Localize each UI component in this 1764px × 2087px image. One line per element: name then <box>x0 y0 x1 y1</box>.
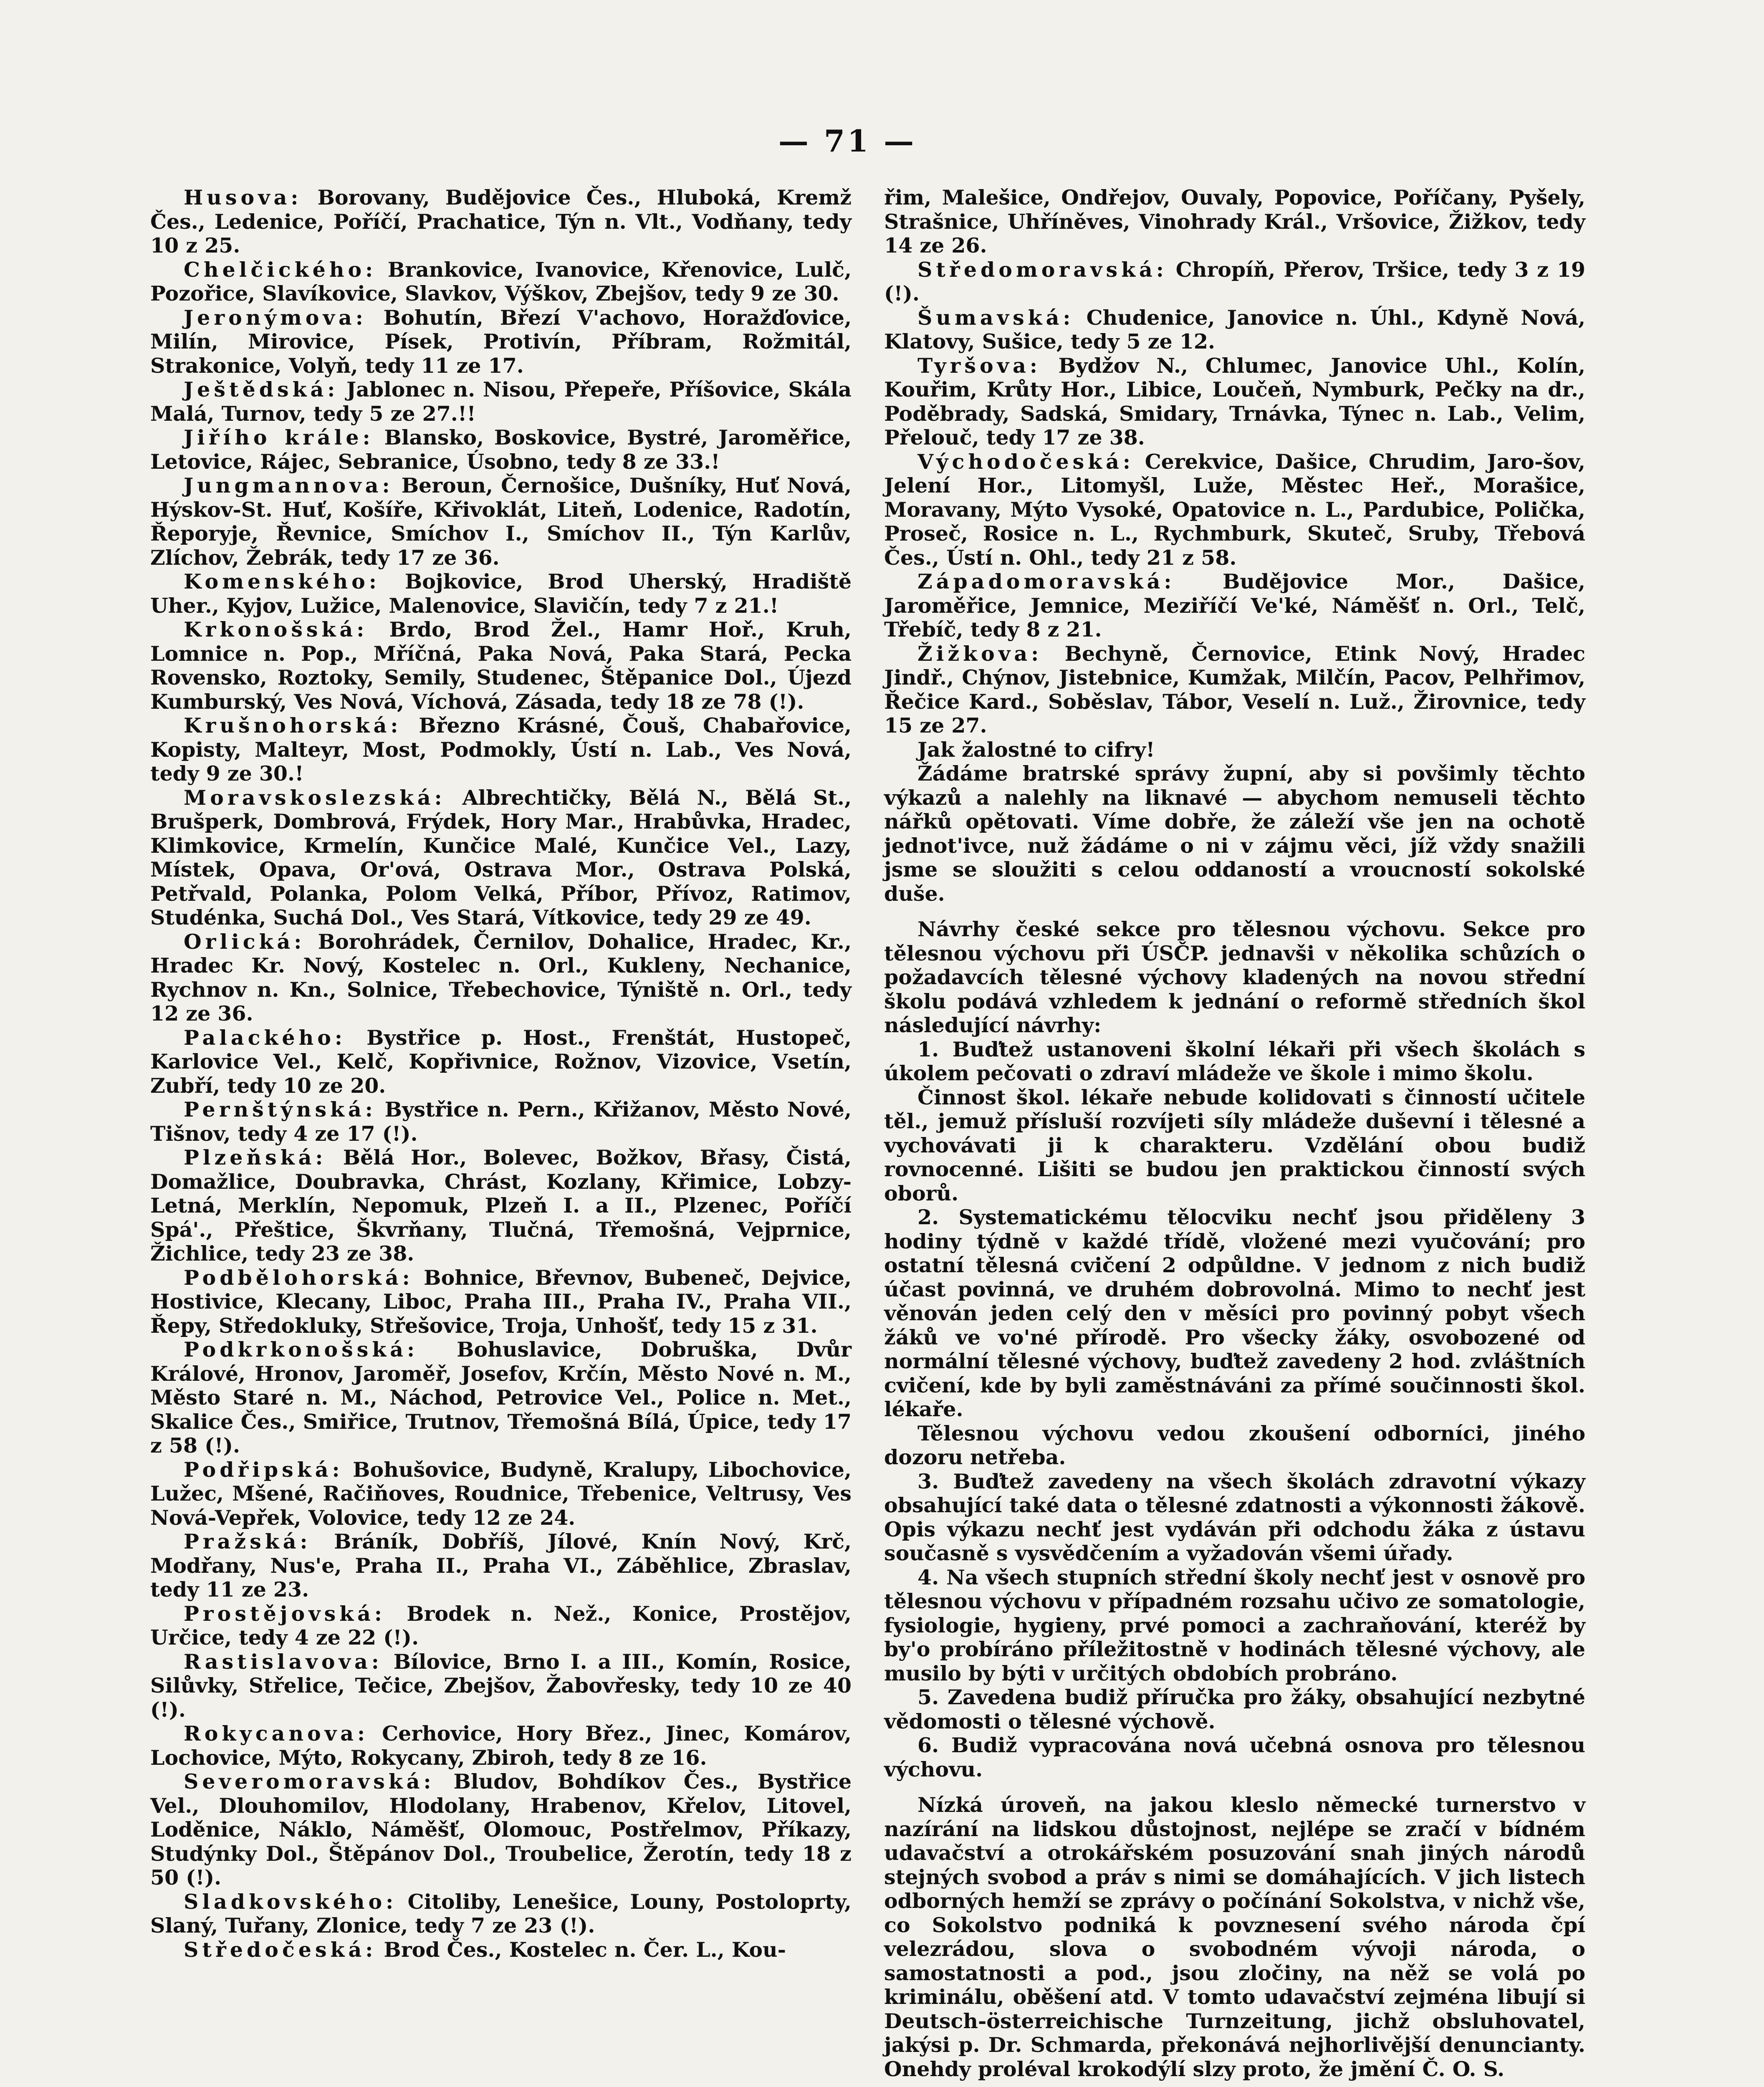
region-name: Krkonošská: <box>184 617 368 642</box>
region-entry <box>150 1338 852 1458</box>
region-name: Podbělohorská: <box>184 1265 414 1290</box>
region-name: Prostějovská: <box>184 1601 386 1626</box>
region-text: Brankovice, Ivanovice, Křenovice, Lulč, Pozořice, Slavíkovice, Slavkov, Výškov, Zbejšov, tedy 9 ze 30. <box>150 257 852 306</box>
region-entry <box>150 1026 852 1098</box>
proposal-item: 5. Zavedena budiž příručka pro žáky, obsahující nezbytné vědomosti o tělesné výchově. <box>884 1685 1585 1733</box>
region-name: Palackého: <box>184 1025 346 1050</box>
right-column <box>884 186 1585 2081</box>
region-entry <box>150 1890 852 1938</box>
region-text: Bystřice n. Pern., Křižanov, Město Nové, Tišnov, tedy 4 ze 17 (!). <box>150 1097 852 1146</box>
final-heading: Nízká úroveň, <box>917 1793 1087 1817</box>
region-entry <box>150 258 852 306</box>
region-text: Citoliby, Lenešice, Louny, Postoloprty, Slaný, Tuřany, Zlonice, tedy 7 ze 23 (!). <box>150 1889 852 1938</box>
region-text: Borohrádek, Černilov, Dohalice, Hradec, Kr., Hradec Kr. Nový, Kostelec n. Orl., Kukleny, Nechanice, Rychnov n. Kn., Solnice, Třebechovice, Týniště n. Orl., tedy 12 ze 36. <box>150 929 852 1026</box>
region-entry <box>150 714 852 786</box>
proposal-item: 4. Na všech stupních střední školy nechť jest v osnově pro tělesnou výchovu v případném rozsahu učivo ze somatologie, fysiologie, hygieny, prvé pomoci a zachraňování, kteréž by by'o probíráno příležitostně v hodinách tělesné výchovy, ale musilo by býti v určitých obdobích probráno. <box>884 1565 1585 1685</box>
region-name: Orlická: <box>184 929 306 954</box>
region-entry <box>150 306 852 378</box>
proposal-list <box>884 1038 1585 1782</box>
region-name: Středomoravská: <box>917 257 1168 282</box>
region-name: Ještědská: <box>184 377 339 402</box>
region-text: Brdo, Brod Žel., Hamr Hoř., Kruh, Lomnice n. Pop., Mříčná, Paka Nová, Paka Stará, Pecka Rovensko, Roztoky, Semily, Studenec, Štěpanice Dol., Újezd Kumburský, Ves Nová, Víchová, Zásada, tedy 18 ze 78 (!). <box>150 617 852 714</box>
left-column <box>150 186 852 1962</box>
page-number: — 71 — <box>778 123 917 159</box>
region-name: Jiřího krále: <box>184 425 374 450</box>
region-text: Jablonec n. Nisou, Přepeře, Příšovice, Skála Malá, Turnov, tedy 5 ze 27.!! <box>150 377 852 426</box>
region-text: Beroun, Černošice, Dušníky, Huť Nová, Hýskov-St. Huť, Košíře, Křivoklát, Liteň, Lodenice, Radotín, Řeporyje, Řevnice, Smíchov I., Smíchov II., Týn Karlův, Zlíchov, Žebrák, tedy 17 ze 36. <box>150 473 852 570</box>
region-entry <box>150 1530 852 1602</box>
region-name: Šumavská: <box>917 305 1074 330</box>
region-entry <box>884 642 1585 738</box>
region-name: Jungmannova: <box>184 473 394 498</box>
region-text: Březno Krásné, Čouš, Chabařovice, Kopisty, Malteyr, Most, Podmokly, Ústí n. Lab., Ves Nová, tedy 9 ze 30.! <box>150 713 852 786</box>
region-entry <box>150 426 852 474</box>
region-entry <box>150 1770 852 1890</box>
region-text: Bílovice, Brno I. a III., Komín, Rosice, Silůvky, Střelice, Tečice, Zbejšov, Žabovřesky, tedy 10 ze 40 (!). <box>150 1649 852 1722</box>
region-name: Východočeská: <box>917 449 1134 474</box>
region-entry <box>150 1458 852 1530</box>
region-entry <box>150 1266 852 1338</box>
region-text: Bráník, Dobříš, Jílové, Knín Nový, Krč, Modřany, Nus'e, Praha II., Praha VI., Záběhlice, Zbraslav, tedy 11 ze 23. <box>150 1529 852 1602</box>
proposal-item: Tělesnou výchovu vedou zkoušení odborníci, jiného dozoru netřeba. <box>884 1421 1585 1469</box>
region-text: Bělá Hor., Bolevec, Božkov, Břasy, Čistá, Domažlice, Doubravka, Chrást, Kozlany, Křimice, Lobzy-Letná, Merklín, Nepomuk, Plzeň I. a II., Plzenec, Poříčí Spá'., Přeštice, Škvrňany, Tlučná, Třemošná, Vejprnice, Žichlice, tedy 23 ze 38. <box>150 1145 852 1266</box>
proposal-item: 1. Buďtež ustanoveni školní lékaři při všech školách s úkolem pečovati o zdraví mládeže ve škole i mimo školu. <box>884 1037 1585 1085</box>
region-text: Bechyně, Černovice, Etink Nový, Hradec Jindř., Chýnov, Jistebnice, Kumžak, Milčín, Pacov, Pelhřimov, Řečice Kard., Soběslav, Tábor, Veselí n. Luž., Žirovnice, tedy 15 ze 27. <box>884 641 1585 738</box>
region-text: Budějovice Mor., Dašice, Jaroměřice, Jemnice, Meziříčí Ve'ké, Náměšť n. Orl., Telč, Třebíč, tedy 8 z 21. <box>884 569 1585 642</box>
region-name: Komenského: <box>184 569 380 594</box>
region-text: Brodek n. Než., Konice, Prostějov, Určice, tedy 4 ze 22 (!). <box>150 1601 852 1650</box>
region-name: Severomoravská: <box>184 1769 435 1794</box>
region-entry <box>884 450 1585 570</box>
region-text: Bludov, Bohdíkov Čes., Bystřice Vel., Dlouhomilov, Hlodolany, Hrabenov, Křelov, Litovel, Loděnice, Náklo, Náměšť, Olomouc, Postřelmov, Příkazy, Studýnky Dol., Štěpánov Dol., Troubelice, Žerotín, tedy 18 z 50 (!). <box>150 1769 852 1890</box>
region-name: Rokycanova: <box>184 1721 369 1746</box>
region-entry <box>150 1146 852 1266</box>
region-entry <box>150 1938 852 1962</box>
region-entry <box>884 354 1585 450</box>
region-text: Cerekvice, Dašice, Chrudim, Jaro-šov, Jelení Hor., Litomyšl, Luže, Městec Heř., Morašice, Moravany, Mýto Vysoké, Opatovice n. L., Pardubice, Polička, Proseč, Rosice n. L., Rychmburk, Skuteč, Sruby, Třebová Čes., Ústí n. Ohl., tedy 21 z 58. <box>884 449 1585 570</box>
region-name: Podkrkonošská: <box>184 1337 419 1362</box>
region-text: Bohuslavice, Dobruška, Dvůr Králové, Hronov, Jaroměř, Josefov, Krčín, Město Nové n. M., Město Staré n. M., Náchod, Petrovice Vel., Police n. Met., Skalice Čes., Smiřice, Trutnov, Třemošná Bílá, Úpice, tedy 17 z 58 (!). <box>150 1337 852 1458</box>
region-entry <box>150 378 852 426</box>
region-entry <box>150 930 852 1026</box>
region-name: Husova: <box>184 185 302 210</box>
region-name: Žižkova: <box>917 641 1043 666</box>
region-list <box>884 258 1585 738</box>
appeal-paragraph: Žádáme bratrské správy župní, aby si povšimly těchto výkazů a nalehly na liknavé — abychom nemuseli těchto nářků opětovati. Víme dobře, že záleží vše jen na ochotě jednot'ivce, nuž žádáme o ni v zájmu věci, jíž vždy snažili jsme se sloužiti s celou oddaností a vroucností sokolské duše. <box>884 761 1585 906</box>
continuation-paragraph: řim, Malešice, Ondřejov, Ouvaly, Popovice, Poříčany, Pyšely, Strašnice, Uhříněves, Vinohrady Král., Vršovice, Žižkov, tedy 14 ze 26. <box>884 185 1585 258</box>
region-entry <box>150 1650 852 1722</box>
region-text: Bohušovice, Budyně, Kralupy, Libochovice, Lužec, Mšené, Račiňoves, Roudnice, Třebenice, Veltrusy, Ves Nová-Vepřek, Volovice, tedy 12 ze 24. <box>150 1457 852 1530</box>
region-name: Jeronýmova: <box>184 305 367 330</box>
region-entry <box>150 1722 852 1770</box>
final-paragraph <box>884 1793 1585 2081</box>
region-name: Západomoravská: <box>917 569 1175 594</box>
lament-line: Jak žalostné to cifry! <box>917 737 1155 762</box>
region-entry <box>150 570 852 618</box>
section-intro: Sekce pro tělesnou výchovu při ÚSČP. jednavši v několika schůzích o požadavcích tělesné výchovy kladených na novou střední školu podává vzhledem k jednání o reformě středních škol následující návrhy: <box>884 917 1585 1037</box>
proposal-item: 2. Systematickému tělocviku nechť jsou přiděleny 3 hodiny týdně v každé třídě, vložené mezi vyučování; pro ostatní tělesná cvičení 2 odpůldne. V jednom z nich budiž účast povinná, ve druhém dobrovolná. Mimo to nechť jest věnován jeden celý den v měsíci pro povinný pobyt všech žáků ve vo'né přírodě. Pro všecky žáky, osvobozené od normální tělesné výchovy, buďtež zavedeny 2 hod. zvláštních cvičení, kde by byli zaměstnáváni za přímé součinnosti škol. lékaře. <box>884 1205 1585 1421</box>
region-name: Sladkovského: <box>184 1889 397 1914</box>
region-text: Bohutín, Březí V'achovo, Horažďovice, Milín, Mirovice, Písek, Protivín, Příbram, Rožmitál, Strakonice, Volyň, tedy 11 ze 17. <box>150 305 852 378</box>
region-entry <box>150 786 852 930</box>
region-text: Blansko, Boskovice, Bystré, Jaroměřice, Letovice, Rájec, Sebranice, Úsobno, tedy 8 ze 33.! <box>150 425 852 474</box>
region-text: Bydžov N., Chlumec, Janovice Uhl., Kolín, Kouřim, Krůty Hor., Libice, Loučeň, Nymburk, Pečky na dr., Poděbrady, Sadská, Smidary, Trnávka, Týnec n. Lab., Velim, Přelouč, tedy 17 ze 38. <box>884 353 1585 450</box>
region-name: Středočeská: <box>184 1937 377 1962</box>
region-entry <box>150 186 852 258</box>
proposal-item: 3. Buďtež zavedeny na všech školách zdravotní výkazy obsahující také data o tělesné zdatnosti a výkonnosti žákově. Opis výkazu nechť jest vydáván při odchodu žáka z ústavu současně s vysvědčením a vyžadován všemi úřady. <box>884 1469 1585 1565</box>
section-paragraph <box>884 917 1585 1038</box>
region-entry <box>884 258 1585 306</box>
proposal-item: 6. Budiž vypracována nová učebná osnova pro tělesnou výchovu. <box>884 1733 1585 1781</box>
region-name: Tyršova: <box>917 353 1041 378</box>
region-text: Bojkovice, Brod Uherský, Hradiště Uher., Kyjov, Lužice, Malenovice, Slavičín, tedy 7 z 21.! <box>150 569 852 618</box>
region-text: Chudenice, Janovice n. Úhl., Kdyně Nová, Klatovy, Sušice, tedy 5 ze 12. <box>884 305 1585 354</box>
section-heading: Návrhy české sekce pro tělesnou výchovu. <box>917 917 1446 941</box>
region-entry <box>884 306 1585 354</box>
region-entry <box>150 1602 852 1650</box>
region-entry <box>884 570 1585 642</box>
region-entry <box>150 618 852 714</box>
region-text: Borovany, Budějovice Čes., Hluboká, Kremž Čes., Ledenice, Poříčí, Prachatice, Týn n. Vlt., Vodňany, tedy 10 z 25. <box>150 185 852 258</box>
region-text: Albrechtičky, Bělá N., Bělá St., Brušperk, Dombrová, Frýdek, Hory Mar., Hrabůvka, Hradec, Klimkovice, Krmelín, Kunčice Malé, Kunčice Vel., Lazy, Místek, Opava, Or'ová, Ostrava Mor., Ostrava Polská, Petřvald, Polanka, Polom Velká, Příbor, Přívoz, Ratimov, Studénka, Suchá Dol., Ves Stará, Vítkovice, tedy 29 ze 49. <box>150 785 852 930</box>
region-entry <box>150 474 852 570</box>
region-text: Chropíň, Přerov, Tršice, tedy 3 z 19 (!). <box>884 257 1585 306</box>
region-name: Podřipská: <box>184 1457 344 1482</box>
final-text: na jakou kleslo německé turnerstvo v nazírání na lidskou důstojnost, nejlépe se zračí v bídném udavačství a otrokářském posuzování snah jiných národů stejných svobod a práv s nimi se domáhajících. V jich listech odborných hemží se zprávy o počínání Sokolstva, v nichž vše, co Sokolstvo podniká k povznesení svého národa čpí velezrádou, slova o svobodném vývoji národa, o samostatnosti a pod., jsou zločiny, na něž se volá po kriminálu, oběšení atd. V tomto udavačství zejména libují si Deutsch-österreichische Turnzeitung, jichž obsluhovatel, jakýsi p. Dr. Schmarda, překonává nejhorlivější denuncianty. Onehdy proléval krokodýlí slzy proto, že jmění Č. O. S. <box>884 1793 1585 2081</box>
region-text: Bystřice p. Host., Frenštát, Hustopeč, Karlovice Vel., Kelč, Kopřivnice, Rožnov, Vizovice, Vsetín, Zubří, tedy 10 ze 20. <box>150 1025 852 1098</box>
region-text: Cerhovice, Hory Břez., Jinec, Komárov, Lochovice, Mýto, Rokycany, Zbiroh, tedy 8 ze 16. <box>150 1721 852 1770</box>
region-entry <box>150 1098 852 1146</box>
region-text: Bohnice, Břevnov, Bubeneč, Dejvice, Hostivice, Klecany, Liboc, Praha III., Praha IV., Praha VII., Řepy, Středokluky, Střešovice, Troja, Unhošť, tedy 15 z 31. <box>150 1265 852 1338</box>
region-name: Krušnohorská: <box>184 713 402 738</box>
proposal-item: Činnost škol. lékaře nebude kolidovati s činností učitele těl., jemuž přísluší rozvíjeti síly mládeže duševní i tělesné a vychovávati ji k charakteru. Vzdělání obou budiž rovnocenné. Lišiti se budou jen praktickou činností svých oborů. <box>884 1085 1585 1205</box>
region-name: Moravskoslezská: <box>184 785 446 810</box>
region-name: Plzeňská: <box>184 1145 327 1170</box>
region-text: Brod Čes., Kostelec n. Čer. L., Kou- <box>384 1937 786 1962</box>
region-name: Pražská: <box>184 1529 311 1554</box>
region-name: Rastislavova: <box>184 1649 383 1674</box>
region-name: Chelčického: <box>184 257 377 282</box>
region-name: Pernštýnská: <box>184 1097 377 1122</box>
